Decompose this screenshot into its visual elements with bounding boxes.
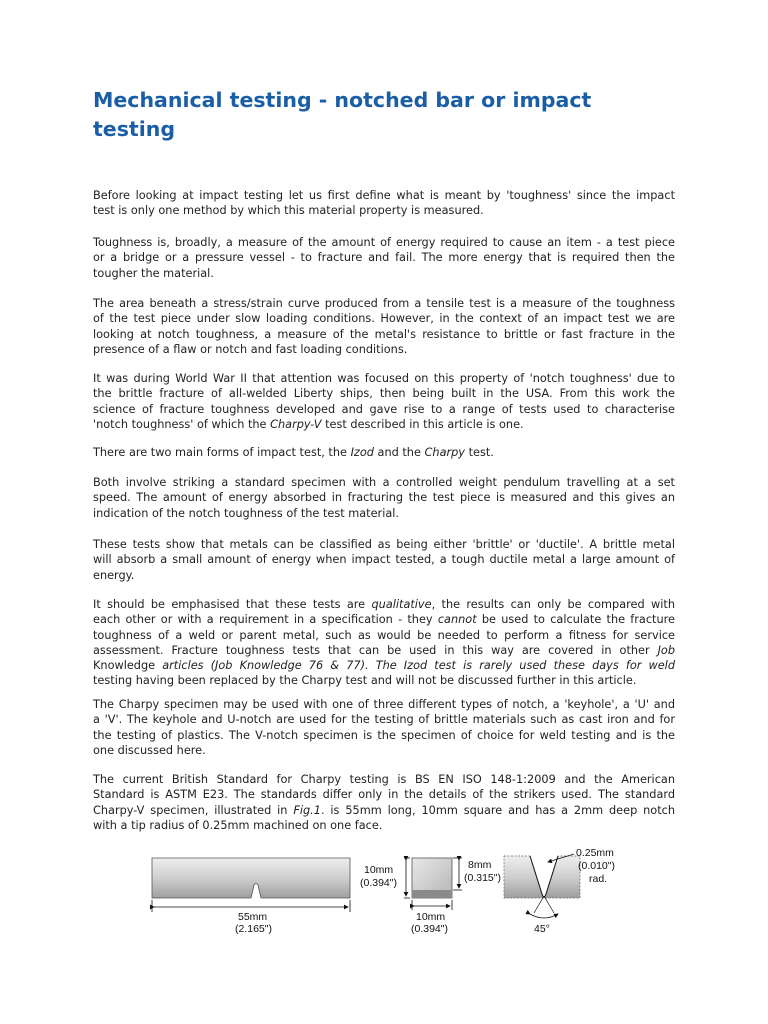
charpy-specimen-figure — [148, 838, 668, 940]
text-run: Knowledge — [93, 659, 156, 673]
text-line — [93, 327, 675, 342]
text-run: energy. — [93, 568, 135, 582]
text-run: The Charpy specimen may be used with one of three different types of notch, a 'keyhole', a 'U' and — [93, 698, 675, 711]
text-run: The current British Standard for Charpy testing is BS EN ISO 148-1:2009 and the American — [93, 773, 675, 786]
text-line — [93, 250, 675, 265]
text-line — [93, 475, 675, 490]
text-run: each other or with a requirement in a specification - they — [93, 613, 438, 627]
text-line — [93, 673, 675, 688]
width-mm-label: 10mm — [416, 911, 446, 923]
text-run: Charpy-V specimen, illustrated in — [93, 803, 294, 817]
paragraph — [93, 537, 675, 583]
text-run: 'notch toughness' of which the — [93, 417, 271, 431]
paragraph — [93, 235, 675, 281]
radius-rad-label: rad. — [589, 873, 608, 885]
text-run: It was during World War II that attention was focused on this property of 'notch toughness' due to — [93, 372, 675, 385]
text-run: test is only one method by which this material property is measured. — [93, 204, 484, 218]
paragraph — [93, 188, 675, 219]
text-run: assessment. Fracture toughness tests that can be used in this way are covered in other — [93, 643, 658, 657]
text-run: speed. The amount of energy absorbed in fracturing the test piece is measured and this gives an — [93, 491, 675, 505]
text-run: It should be emphasised that these tests are — [93, 598, 372, 611]
radius-in-label: (0.010") — [578, 860, 615, 872]
emphasis-text: articles (Job Knowledge 76 & 77). The Izod test is rarely used these days for weld — [155, 659, 675, 673]
text-run: Toughness is, broadly, a measure of the amount of energy required to cause an item - a test piece — [93, 236, 675, 249]
text-run: presence of a flaw or notch and fast loading conditions. — [93, 342, 408, 356]
text-run: These tests show that metals can be classified as being either 'brittle' or 'ductile'. A brittle metal — [93, 538, 675, 551]
text-line — [93, 296, 675, 311]
text-line — [93, 402, 675, 417]
text-line — [93, 803, 675, 818]
text-line — [93, 772, 675, 787]
angle-arc — [530, 914, 558, 918]
text-line — [93, 537, 675, 552]
text-run: . is 55mm long, 10mm square and has a 2mm deep notch — [320, 803, 675, 817]
notch-detail — [504, 856, 580, 898]
paragraph — [93, 296, 675, 357]
text-run: There are two main forms of impact test, the — [93, 446, 351, 459]
height-mm-label: 10mm — [364, 864, 394, 876]
angle-label: 45° — [534, 923, 550, 935]
text-run: , the results can only be compared with — [431, 598, 675, 611]
text-line — [93, 612, 675, 627]
text-line — [93, 643, 675, 658]
text-line — [93, 386, 675, 401]
text-run: The area beneath a stress/strain curve produced from a tensile test is a measure of the toughness — [93, 297, 675, 310]
text-run: Both involve striking a standard specimen with a controlled weight pendulum travelling at a set — [93, 476, 675, 489]
text-run: or a bridge or a pressure vessel - to fracture and fail. The more energy that is required then the — [93, 251, 675, 265]
paragraph — [93, 445, 675, 460]
emphasis-text: Charpy-V — [270, 417, 322, 431]
emphasis-text: Charpy — [424, 446, 465, 459]
specimen-side-view — [152, 858, 350, 898]
text-line — [93, 697, 675, 712]
ligament-mm-label: 8mm — [468, 859, 492, 871]
paragraph — [93, 475, 675, 521]
text-run: looking at notch toughness, a measure of the metal's resistance to brittle or fast fracture in the — [93, 327, 675, 341]
text-line — [93, 203, 675, 218]
text-line — [93, 728, 675, 743]
text-line — [93, 371, 675, 386]
text-run: the testing of plastics. The V-notch specimen is the specimen of choice for weld testing and is the — [93, 728, 675, 742]
text-run: toughness of a weld or parent metal, such as would be needed to perform a fitness for service — [93, 628, 675, 642]
text-run: test described in this article is one. — [321, 417, 524, 431]
paragraph — [93, 697, 675, 758]
text-run: one discussed here. — [93, 743, 206, 757]
emphasis-text: Izod — [350, 446, 374, 459]
page-title: Mechanical testing - notched bar or impact testing — [93, 88, 592, 141]
text-run: a 'V'. The keyhole and U-notch are used for the testing of brittle materials such as cast iron and for — [93, 713, 675, 727]
text-line — [93, 235, 675, 250]
length-mm-label: 55mm — [238, 911, 268, 923]
height-in-label: (0.394") — [360, 877, 397, 889]
text-line — [93, 506, 675, 521]
emphasis-text: Job — [657, 643, 675, 657]
paragraph — [93, 772, 675, 833]
text-line — [93, 552, 675, 567]
text-line — [93, 188, 675, 203]
text-line — [93, 787, 675, 802]
width-in-label: (0.394") — [411, 923, 448, 935]
paragraph — [93, 597, 675, 689]
emphasis-text: qualitative — [371, 598, 432, 611]
text-run: Before looking at impact testing let us first define what is meant by 'toughness' since the impact — [93, 189, 675, 202]
text-run: the brittle fracture of all-welded Liberty ships, then being built in the USA. From this work the — [93, 387, 675, 401]
text-run: will absorb a small amount of energy when impact tested, a tough ductile metal a large amount of — [93, 553, 675, 567]
text-run: indication of the notch toughness of the test material. — [93, 506, 399, 520]
text-line — [93, 266, 675, 281]
text-run: and the — [373, 446, 425, 459]
text-line — [93, 417, 675, 432]
text-line — [93, 743, 675, 758]
radius-mm-label: 0.25mm — [576, 847, 614, 859]
text-line — [93, 712, 675, 727]
text-line — [93, 818, 675, 833]
text-run: science of fracture toughness developed and gave rise to a range of tests used to characterise — [93, 402, 675, 416]
text-run: of the test piece under slow loading conditions. However, in the context of an impact test we are — [93, 312, 675, 326]
text-line — [93, 490, 675, 505]
text-line — [93, 597, 675, 612]
text-line — [93, 568, 675, 583]
emphasis-text: Fig.1 — [293, 803, 321, 817]
text-run: testing having been replaced by the Charpy test and will not be discussed further in this article. — [93, 674, 637, 688]
emphasis-text: cannot — [437, 613, 477, 627]
text-line — [93, 342, 675, 357]
text-line — [93, 658, 675, 673]
text-run: Standard is ASTM E23. The standards differ only in the details of the strikers used. The standard — [93, 788, 675, 802]
text-run: test. — [465, 446, 494, 459]
text-line — [93, 628, 675, 643]
text-line — [93, 311, 675, 326]
ligament-in-label: (0.315") — [464, 872, 501, 884]
text-line — [93, 445, 675, 460]
text-run: tougher the material. — [93, 266, 214, 280]
text-run: with a tip radius of 0.25mm machined on one face. — [93, 818, 383, 832]
length-in-label: (2.165") — [235, 923, 272, 935]
paragraph — [93, 371, 675, 432]
text-run: be used to calculate the fracture — [476, 613, 675, 627]
